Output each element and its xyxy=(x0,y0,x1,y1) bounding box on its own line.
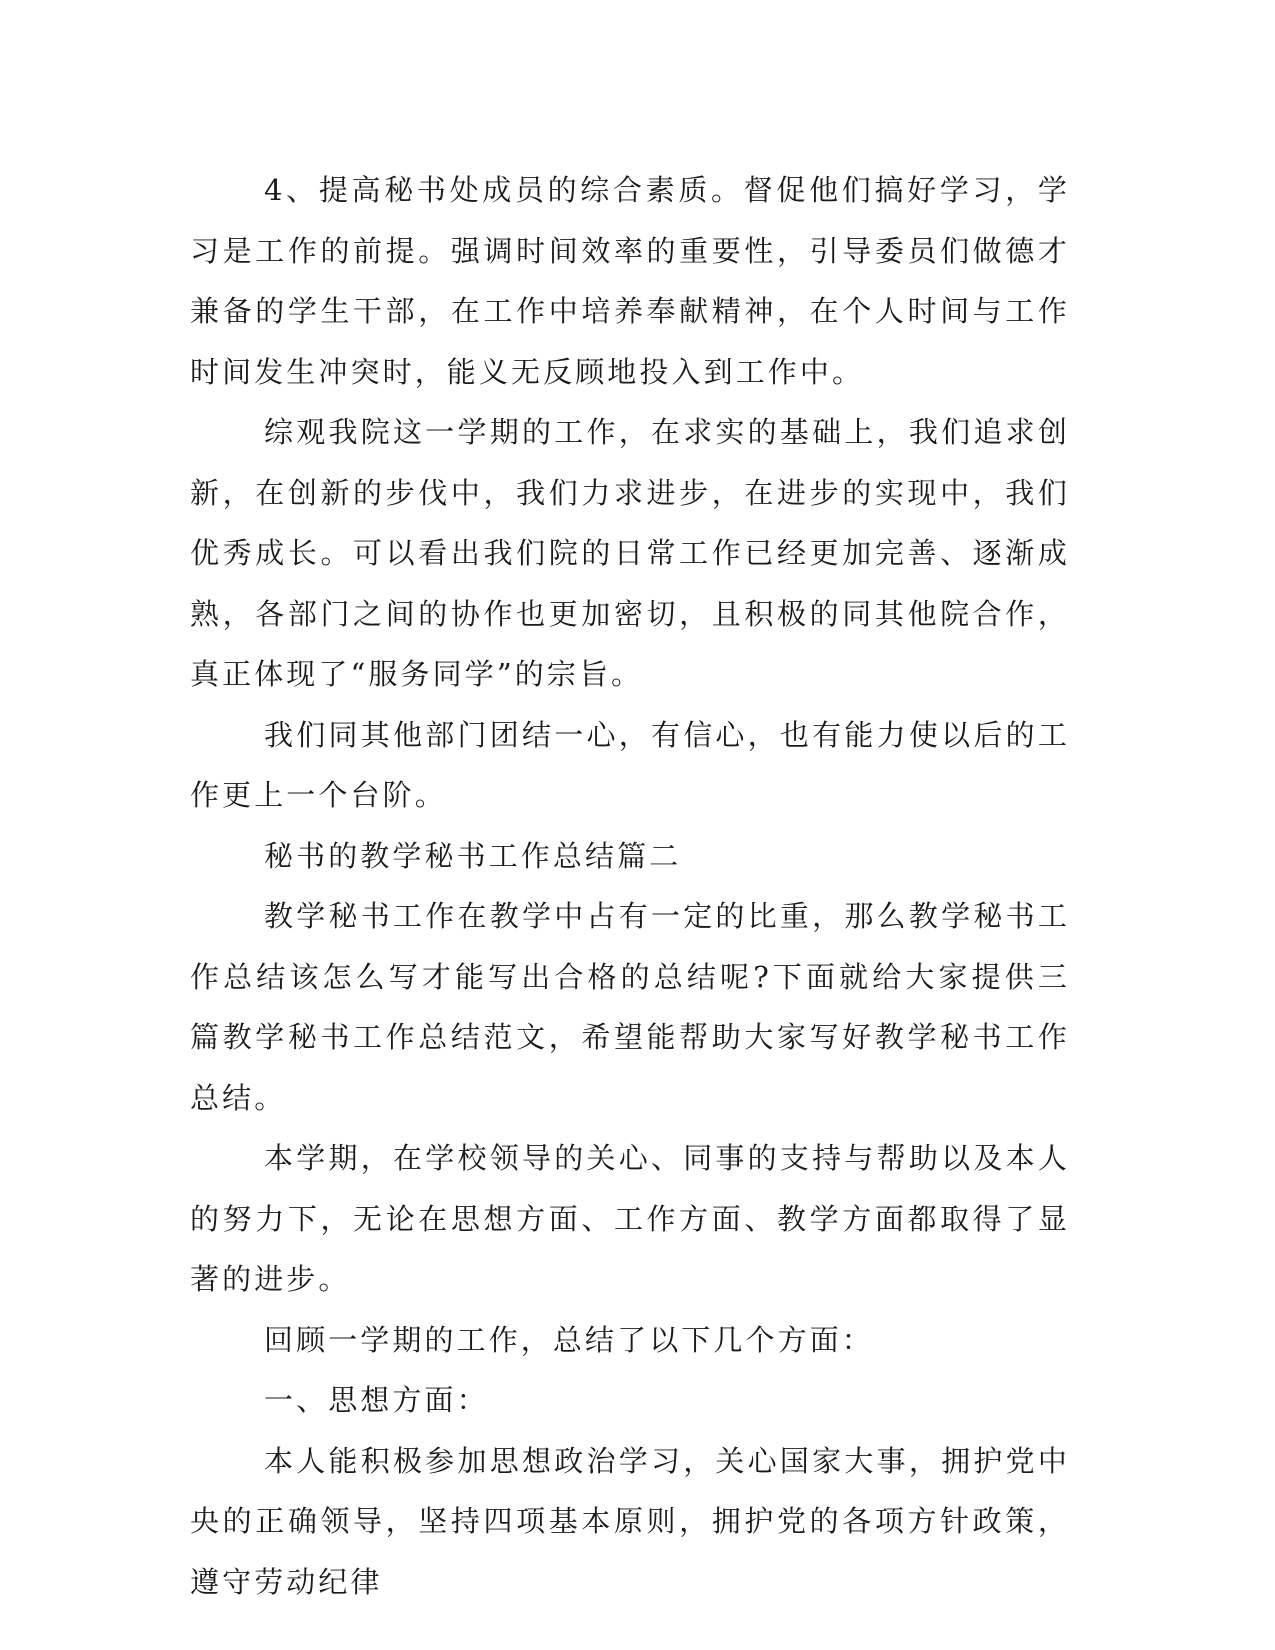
paragraph-semester-review: 综观我院这一学期的工作，在求实的基础上，我们追求创新，在创新的步伐中，我们力求进步，在进步的实现中，我们优秀成长。可以看出我们院的日常工作已经更加完善、逐渐成熟，各部门之间的协作也更加密切，且积极的同其他院合作，真正体现了“服务同学”的宗旨。 xyxy=(190,415,1070,691)
paragraph-4-quality: 4、提高秘书处成员的综合素质。督促他们搞好学习，学习是工作的前提。强调时间效率的重要性，引导委员们做德才兼备的学生干部，在工作中培养奉献精神，在个人时间与工作时间发生冲突时，能义无反顾地投入到工作中。 xyxy=(190,173,1070,389)
subheading-thought: 一、思想方面： xyxy=(264,1383,489,1417)
section-heading: 秘书的教学秘书工作总结篇二 xyxy=(264,838,682,873)
paragraph-intro: 教学秘书工作在教学中占有一定的比重，那么教学秘书工作总结该怎么写才能写出合格的总结呢?下面就给大家提供三篇教学秘书工作总结范文，希望能帮助大家写好教学秘书工作总结。 xyxy=(190,899,1070,1115)
paragraph-review: 回顾一学期的工作，总结了以下几个方面： xyxy=(264,1322,874,1357)
paragraph-unity: 我们同其他部门团结一心，有信心，也有能力使以后的工作更上一个台阶。 xyxy=(190,717,1070,812)
paragraph-progress: 本学期，在学校领导的关心、同事的支持与帮助以及本人的努力下，无论在思想方面、工作方面、教学方面都取得了显著的进步。 xyxy=(190,1141,1070,1296)
paragraph-thought: 本人能积极参加思想政治学习，关心国家大事，拥护党中央的正确领导，坚持四项基本原则，拥护党的各项方针政策，遵守劳动纪律 xyxy=(190,1443,1070,1599)
document-body xyxy=(190,160,1070,1612)
